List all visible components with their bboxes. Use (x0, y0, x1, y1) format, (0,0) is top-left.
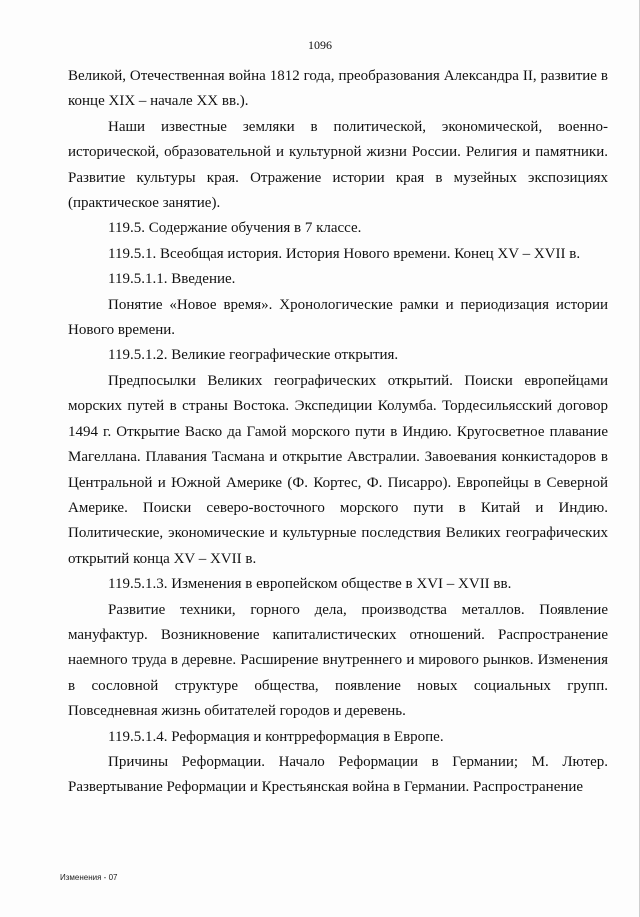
paragraph-society-changes: Развитие техники, горного дела, производства металлов. Появление мануфактур. Возникновение капиталистических отношений. Распространение наемного труда в деревне. Расширение внутреннего и мирового рынков. Изменения в сословной структуре общества, появление новых социальных групп. Повседневная жизнь обитателей городов и деревень. (68, 601, 608, 720)
document-body (68, 64, 608, 801)
section-heading-world-history: 119.5.1. Всеобщая история. История Нового времени. Конец XV – XVII в. (108, 245, 581, 262)
section-heading-society-changes: 119.5.1.3. Изменения в европейском обществе в XVI – XVII вв. (108, 576, 512, 593)
paragraph-notable-people: Наши известные земляки в политической, экономической, военно-исторической, образовательной и культурной жизни России. Религия и памятники. Развитие культуры края. Отражение истории края в музейных экспозициях (практическое занятие). (68, 118, 608, 212)
page-number: 1096 (308, 38, 332, 52)
section-heading-introduction: 119.5.1.1. Введение. (108, 271, 236, 288)
section-heading-7th-grade: 119.5. Содержание обучения в 7 классе. (108, 220, 362, 237)
paragraph-discoveries: Предпосылки Великих географических открытий. Поиски европейцами морских путей в страны Востока. Экспедиции Колумба. Тордесильясский договор 1494 г. Открытие Васко да Гамой морского пути в Индию. Кругосветное плавание Магеллана. Плавания Тасмана и открытие Австралии. Завоевания конкистадоров в Центральной и Южной Америке (Ф. Кортес, Ф. Писарро). Европейцы в Северной Америке. Поиски северо-восточного морского пути в Китай и Индию. Политические, экономические и культурные последствия Великих географических открытий конца XV – XVII в. (68, 372, 608, 567)
paragraph-new-time-concept: Понятие «Новое время». Хронологические рамки и периодизация истории Нового времени. (68, 296, 608, 339)
section-heading-discoveries: 119.5.1.2. Великие географические открытия. (108, 347, 399, 364)
paragraph-reformation: Причины Реформации. Начало Реформации в Германии; М. Лютер. Развертывание Реформации и Крестьянская война в Германии. Распространение (68, 753, 608, 796)
footer-note: Изменения - 07 (60, 873, 118, 882)
paragraph-continuation: Великой, Отечественная война 1812 года, преобразования Александра II, развитие в конце XIX – начале XX вв.). (68, 68, 608, 110)
section-heading-reformation: 119.5.1.4. Реформация и контрреформация в Европе. (108, 728, 444, 745)
